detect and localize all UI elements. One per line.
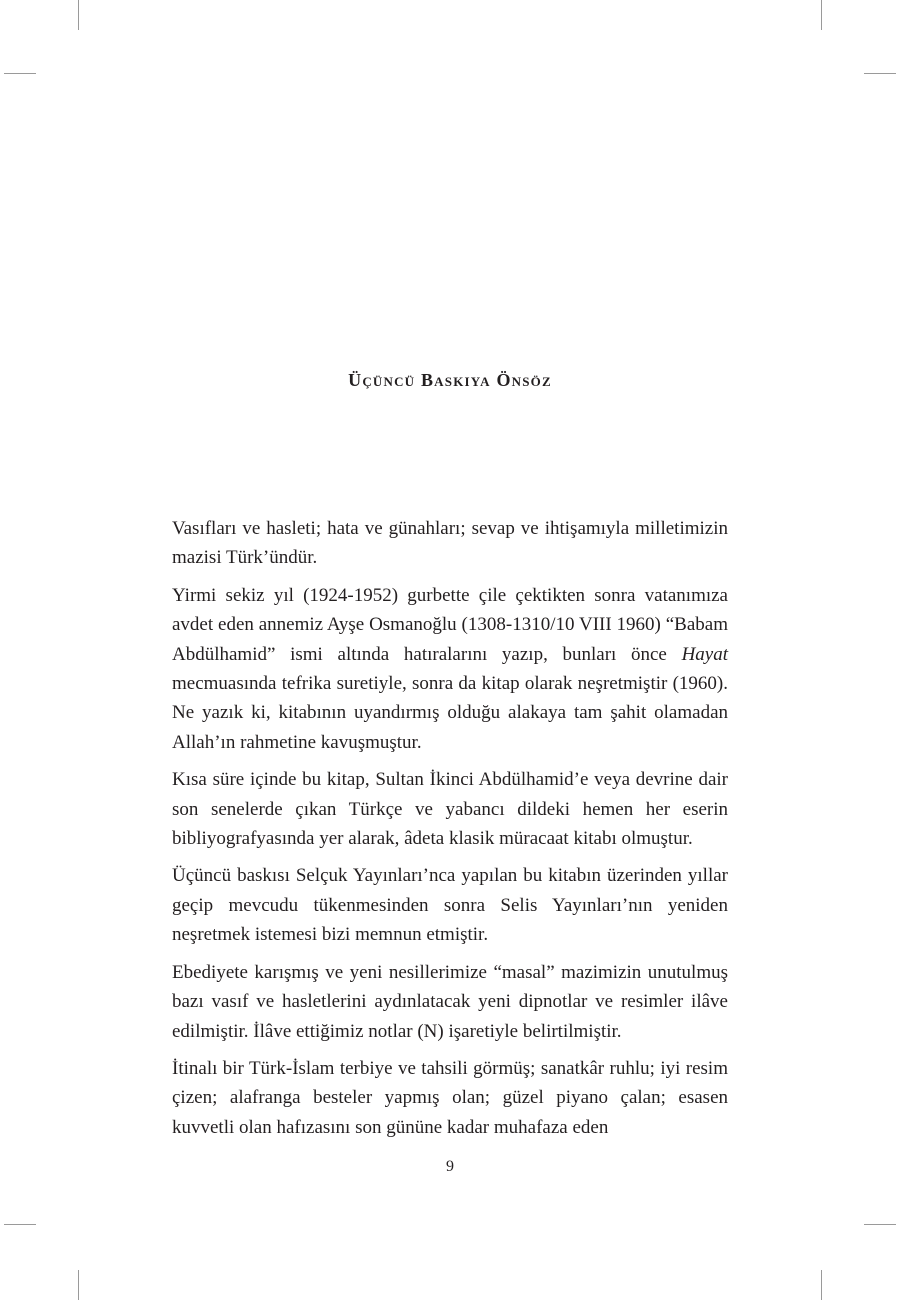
crop-mark-right-top — [864, 73, 896, 74]
crop-mark-left-bottom — [4, 1224, 36, 1225]
paragraph-3: Kısa süre içinde bu kitap, Sultan İkinci Abdülhamid’e veya devrine dair son senelerde çıkan Türkçe ve yabancı dildeki hemen her eserin bibliyografyasında yer alarak, âdeta klasik müracaat kitabı olmuştur. — [172, 769, 728, 850]
crop-mark-right-bottom — [864, 1224, 896, 1225]
paragraph-6: İtinalı bir Türk-İslam terbiye ve tahsili görmüş; sanatkâr ruhlu; iyi resim çizen; alafranga besteler yapmış olan; güzel piyano çalan; esasen kuvvetli olan hafızasını son gününe kadar muhafaza eden — [172, 1057, 728, 1138]
page-number: 9 — [446, 1158, 454, 1175]
body-text — [172, 514, 728, 1150]
paragraph-1: Vasıfları ve hasleti; hata ve günahları; sevap ve ihtişamıyla milletimizin mazisi Türk’ündür. — [172, 518, 728, 569]
crop-mark-top-right — [821, 0, 822, 30]
paragraph-2 — [172, 581, 728, 757]
crop-mark-bottom-right — [821, 1270, 822, 1300]
paragraph-2-after: mecmuasında tefrika suretiyle, sonra da kitap olarak neşretmiştir (1960). Ne yazık ki, kitabının uyandırmış olduğu alakaya tam şahit olamadan Allah’ın rahmetine kavuşmuştur. — [172, 673, 728, 753]
paragraph-4: Üçüncü baskısı Selçuk Yayınları’nca yapılan bu kitabın üzerinden yıllar geçip mevcudu tükenmesinden sonra Selis Yayınları’nın yeniden neşretmek istemesi bizi memnun etmiştir. — [172, 865, 728, 946]
chapter-title: Üçüncü Baskıya Önsöz — [348, 370, 552, 390]
crop-mark-bottom-left — [78, 1270, 79, 1300]
paragraph-5: Ebediyete karışmış ve yeni nesillerimize “masal” mazimizin unutulmuş bazı vasıf ve hasletlerini aydınlatacak yeni dipnotlar ve resimler ilâve edilmiştir. İlâve ettiğimiz notlar (N) işaretiyle belirtilmiştir. — [172, 961, 728, 1042]
paragraph-2-before: Yirmi sekiz yıl (1924-1952) gurbette çile çektikten sonra vatanımıza avdet eden annemiz Ayşe Osmanoğlu (1308-1310/10 VIII 1960) “Babam Abdülhamid” ismi altında hatıralarını yazıp, bunları önce — [172, 584, 728, 665]
crop-mark-left-top — [4, 73, 36, 74]
crop-mark-top-left — [78, 0, 79, 30]
magazine-name: Hayat — [681, 643, 728, 665]
